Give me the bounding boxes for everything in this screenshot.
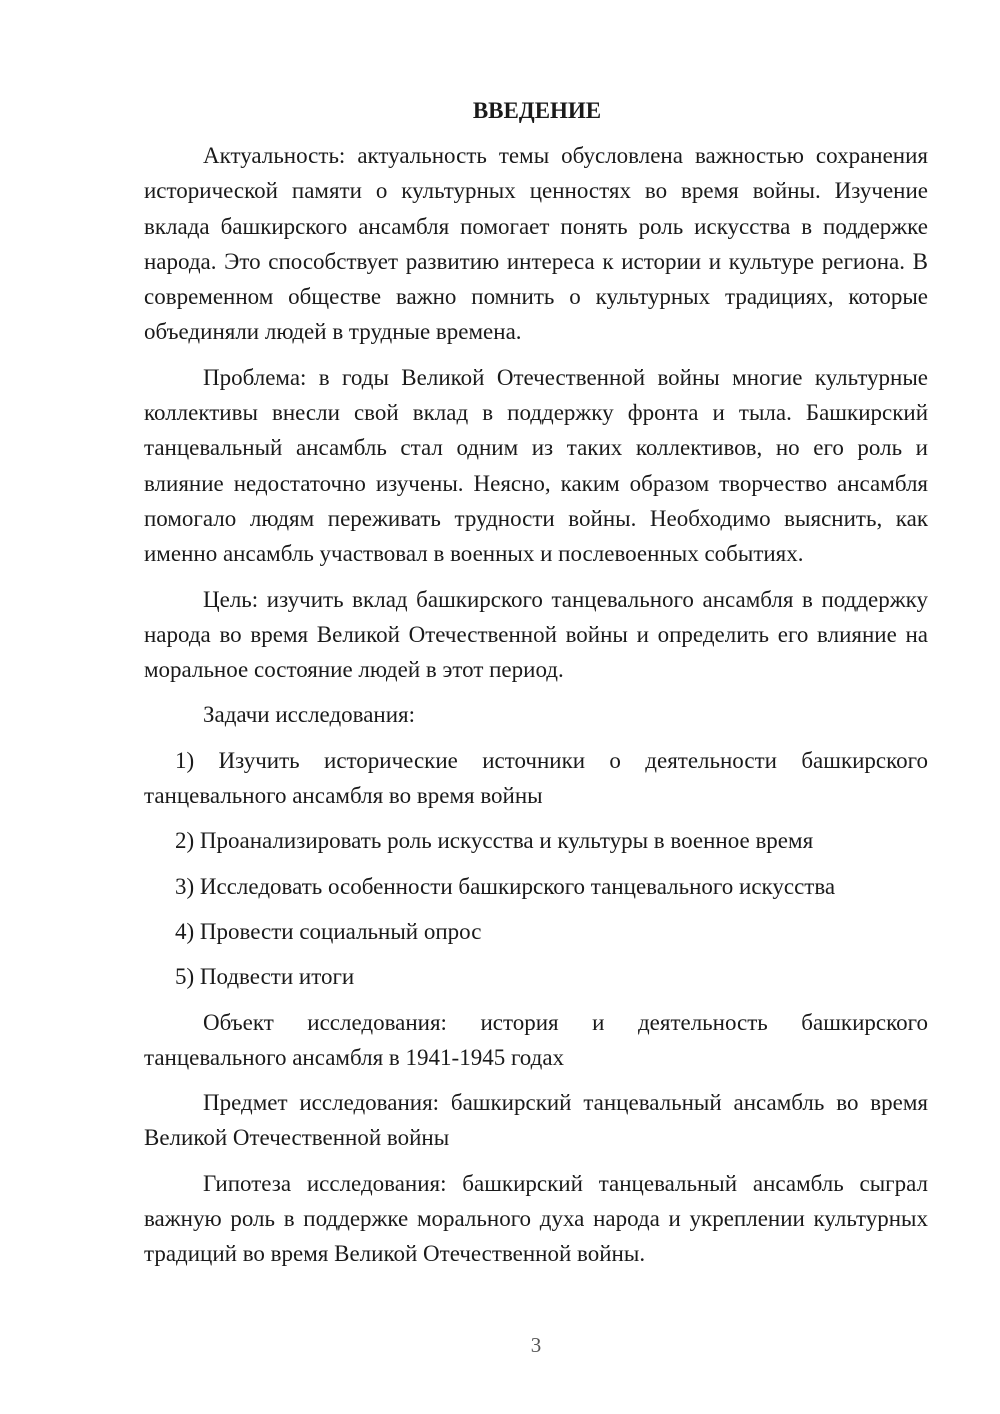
relevance-paragraph: Актуальность: актуальность темы обусловлена важностью сохранения исторической памяти о культурных ценностях во время войны. Изучение вклада башкирского ансамбля помогает понять роль искусства в поддержке народа. Это способствует развитию интереса к истории и культуре региона. В современном обществе важно помнить о культурных традициях, которые объединяли людей в трудные времена. [144,143,928,345]
object-paragraph: Объект исследования: история и деятельность башкирского танцевального ансамбля в 1941-1945 годах [144,1009,928,1070]
subject-paragraph: Предмет исследования: башкирский танцевальный ансамбль во время Великой Отечественной войны [144,1090,928,1151]
page-number: 3 [530,1333,542,1357]
document-page [144,93,928,1282]
task-item-1: 1) Изучить исторические источники о деятельности башкирского танцевального ансамбля во время войны [144,747,928,809]
task-item-3: 3) Исследовать особенности башкирского танцевального искусства [175,873,836,899]
task-item-2: 2) Проанализировать роль искусства и культуры в военное время [175,828,814,854]
goal-paragraph: Цель: изучить вклад башкирского танцевального ансамбля в поддержку народа во время Великой Отечественной войны и определить его влияние на моральное состояние людей в этот период. [144,586,928,683]
page-title: ВВЕДЕНИЕ [472,98,602,123]
hypothesis-paragraph: Гипотеза исследования: башкирский танцевальный ансамбль сыграл важную роль в поддержке морального духа народа и укреплении культурных традиций во время Великой Отечественной войны. [144,1170,928,1267]
task-item-4: 4) Провести социальный опрос [175,918,482,944]
problem-paragraph: Проблема: в годы Великой Отечественной войны многие культурные коллективы внесли свой вклад в поддержку фронта и тыла. Башкирский танцевальный ансамбль стал одним из таких коллективов, но его роль и влияние недостаточно изучены. Неясно, каким образом творчество ансамбля помогало людям переживать трудности войны. Необходимо выяснить, как именно ансамбль участвовал в военных и послевоенных событиях. [144,364,928,567]
tasks-heading: Задачи исследования: [203,702,416,728]
task-item-5: 5) Подвести итоги [175,964,355,990]
